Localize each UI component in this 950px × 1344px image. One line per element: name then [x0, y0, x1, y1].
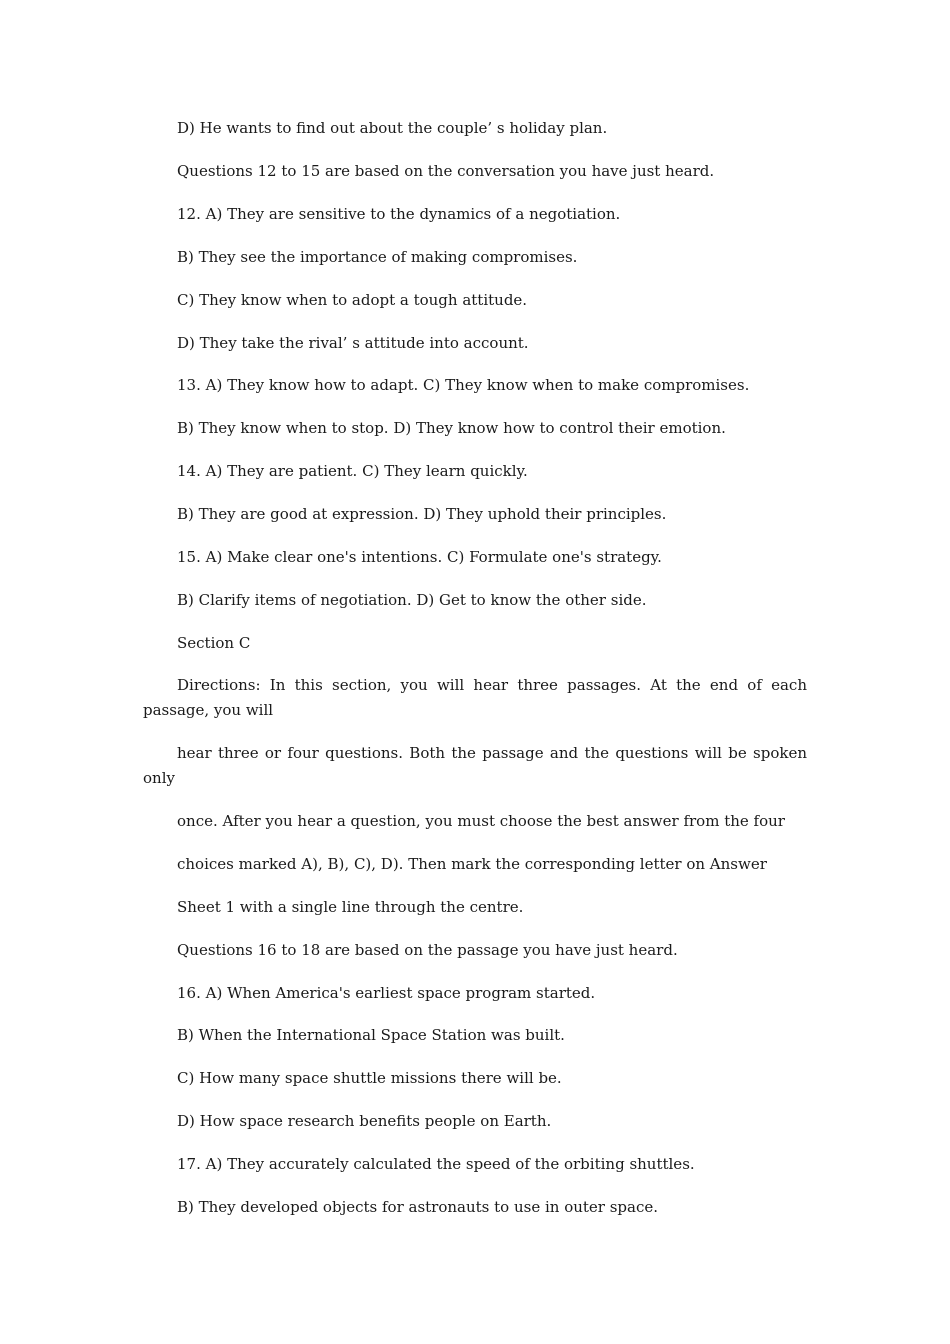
- directions-line-2: hear three or four questions. Both the passage and the questions will be spoken only: [143, 744, 807, 787]
- questions-12-15-intro: Questions 12 to 15 are based on the conversation you have just heard.: [177, 162, 715, 180]
- directions-line-3: once. After you hear a question, you must choose the best answer from the four: [177, 812, 785, 830]
- q14-options-a-c: 14. A) They are patient. C) They learn quickly.: [177, 462, 528, 480]
- directions-line-4: choices marked A), B), C), D). Then mark the corresponding letter on Answer: [177, 855, 767, 873]
- directions-line-5: Sheet 1 with a single line through the centre.: [177, 898, 524, 916]
- section-c-heading: Section C: [177, 634, 251, 652]
- q17-option-b: B) They developed objects for astronauts to use in outer space.: [177, 1198, 659, 1216]
- q12-option-b: B) They see the importance of making compromises.: [177, 248, 578, 266]
- q11-option-d: D) He wants to find out about the couple’ s holiday plan.: [177, 119, 608, 137]
- q16-option-b: B) When the International Space Station was built.: [177, 1026, 565, 1044]
- q15-options-b-d: B) Clarify items of negotiation. D) Get to know the other side.: [177, 591, 647, 609]
- q13-options-a-c: 13. A) They know how to adapt. C) They know when to make compromises.: [177, 376, 750, 394]
- q12-option-c: C) They know when to adopt a tough attitude.: [177, 291, 528, 309]
- q15-options-a-c: 15. A) Make clear one's intentions. C) Formulate one's strategy.: [177, 548, 662, 566]
- questions-16-18-intro: Questions 16 to 18 are based on the passage you have just heard.: [177, 941, 678, 959]
- q17-option-a: 17. A) They accurately calculated the speed of the orbiting shuttles.: [177, 1155, 695, 1173]
- q16-option-d: D) How space research benefits people on Earth.: [177, 1112, 552, 1130]
- q14-options-b-d: B) They are good at expression. D) They uphold their principles.: [177, 505, 667, 523]
- q12-option-a: 12. A) They are sensitive to the dynamics of a negotiation.: [177, 205, 621, 223]
- directions-line-1: Directions: In this section, you will hear three passages. At the end of each passage, you will: [143, 676, 807, 719]
- q13-options-b-d: B) They know when to stop. D) They know how to control their emotion.: [177, 419, 726, 437]
- q16-option-c: C) How many space shuttle missions there will be.: [177, 1069, 562, 1087]
- q12-option-d: D) They take the rival’ s attitude into account.: [177, 334, 529, 352]
- q16-option-a: 16. A) When America's earliest space program started.: [177, 984, 596, 1002]
